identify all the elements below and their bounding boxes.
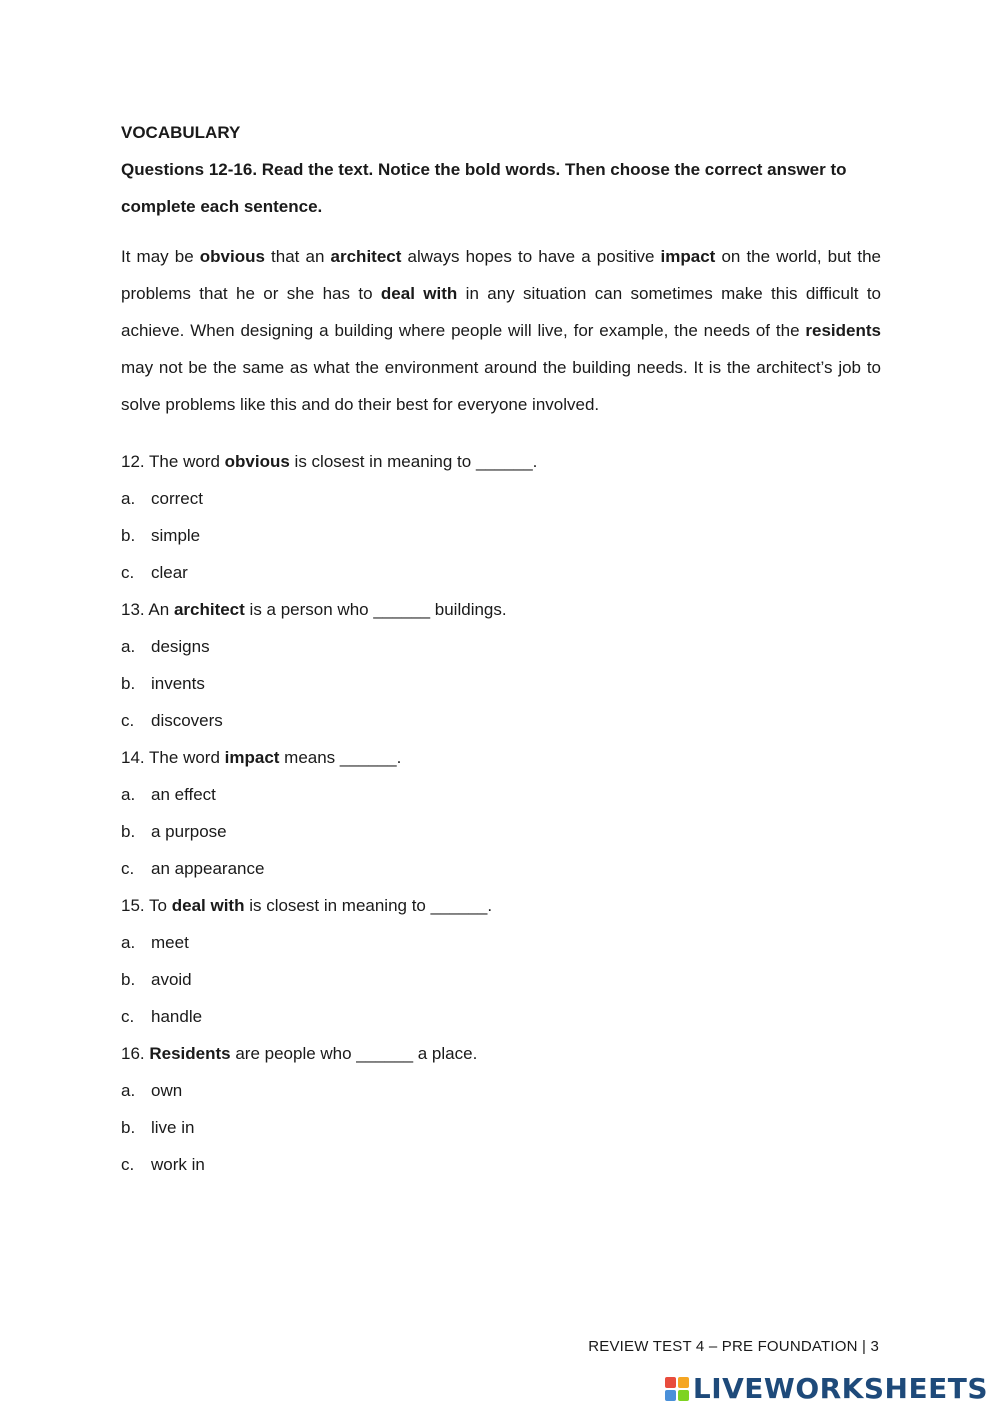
option-text: simple <box>151 526 201 545</box>
bold-term: obvious <box>224 452 290 471</box>
section-title: VOCABULARY <box>121 123 241 142</box>
option-letter: c. <box>121 563 135 582</box>
option-text: handle <box>151 1007 203 1026</box>
text-run: may not be the same as what the environment around the building needs. It is the architect’s job to solve problems like this and do their best for everyone involved. <box>121 358 881 414</box>
text-run: is closest in meaning to ______. <box>289 452 538 471</box>
instructions: Questions 12-16. Read the text. Notice the bold words. Then choose the correct answer to complete each sentence. <box>121 160 847 216</box>
answer-option[interactable] <box>121 850 881 887</box>
answer-option[interactable] <box>121 1109 881 1146</box>
question-stem <box>121 887 881 924</box>
brand-logo <box>665 1372 988 1405</box>
text-run: It may be <box>121 247 200 266</box>
option-text: clear <box>151 563 188 582</box>
answer-option[interactable] <box>121 813 881 850</box>
option-letter: c. <box>121 859 135 878</box>
option-letter: b. <box>121 674 136 693</box>
bold-term: deal with <box>171 896 245 915</box>
text-run: 13. An <box>121 600 174 619</box>
worksheet-page <box>121 118 881 1183</box>
question-stem <box>121 1035 881 1072</box>
liveworksheets-logo-icon <box>665 1377 689 1401</box>
option-text: correct <box>151 489 203 508</box>
answer-option[interactable] <box>121 776 881 813</box>
answer-option[interactable] <box>121 517 881 554</box>
answer-option[interactable] <box>121 702 881 739</box>
option-letter: a. <box>121 637 136 656</box>
text-run: in any situation can sometimes make this difficult to achieve. When designing a building where people will live, for example, the needs of the <box>121 284 882 340</box>
text-run: always hopes to have a positive <box>401 247 661 266</box>
text-run: 14. The word <box>121 748 225 767</box>
logo-square <box>678 1390 689 1401</box>
bold-term: architect <box>173 600 245 619</box>
option-letter: b. <box>121 526 136 545</box>
logo-square <box>678 1377 689 1388</box>
text-run: is a person who ______ buildings. <box>244 600 507 619</box>
question-stem <box>121 443 881 480</box>
option-letter: a. <box>121 785 136 804</box>
question-list <box>121 443 881 1183</box>
bold-term: impact <box>224 748 280 767</box>
text-run: is closest in meaning to ______. <box>244 896 493 915</box>
option-text: work in <box>151 1155 205 1174</box>
option-letter: b. <box>121 822 136 841</box>
answer-option[interactable] <box>121 1146 881 1183</box>
logo-square <box>665 1390 676 1401</box>
logo-square <box>665 1377 676 1388</box>
text-run: that an <box>264 247 331 266</box>
option-text: meet <box>151 933 189 952</box>
answer-option[interactable] <box>121 480 881 517</box>
answer-option[interactable] <box>121 665 881 702</box>
brand-name: LIVEWORKSHEETS <box>692 1372 988 1405</box>
answer-option[interactable] <box>121 998 881 1035</box>
text-run: 16. <box>121 1044 150 1063</box>
option-text: invents <box>151 674 205 693</box>
option-letter: a. <box>121 489 136 508</box>
text-run: 15. To <box>121 896 172 915</box>
option-text: an effect <box>151 785 216 804</box>
option-letter: b. <box>121 1118 136 1137</box>
option-text: a purpose <box>151 822 227 841</box>
answer-option[interactable] <box>121 924 881 961</box>
option-text: own <box>151 1081 183 1100</box>
answer-option[interactable] <box>121 1072 881 1109</box>
option-letter: a. <box>121 1081 136 1100</box>
option-letter: b. <box>121 970 136 989</box>
question-stem <box>121 591 881 628</box>
page-footer: REVIEW TEST 4 – PRE FOUNDATION | 3 <box>588 1338 879 1355</box>
bold-term: residents <box>805 321 881 340</box>
text-run: are people who ______ a place. <box>230 1044 478 1063</box>
question-stem <box>121 739 881 776</box>
bold-term: architect <box>330 247 402 266</box>
option-text: an appearance <box>151 859 265 878</box>
reading-passage <box>121 238 881 423</box>
option-text: live in <box>151 1118 195 1137</box>
option-text: discovers <box>151 711 223 730</box>
option-letter: c. <box>121 711 135 730</box>
bold-term: deal with <box>380 284 458 303</box>
answer-option[interactable] <box>121 554 881 591</box>
bold-term: impact <box>660 247 716 266</box>
answer-option[interactable] <box>121 961 881 998</box>
option-letter: a. <box>121 933 136 952</box>
answer-option[interactable] <box>121 628 881 665</box>
bold-term: Residents <box>149 1044 231 1063</box>
text-run: on the world, but the problems that he or she has to <box>121 247 882 303</box>
bold-term: obvious <box>199 247 265 266</box>
option-letter: c. <box>121 1007 135 1026</box>
text-run: means ______. <box>279 748 402 767</box>
option-text: designs <box>151 637 210 656</box>
text-run: 12. The word <box>121 452 225 471</box>
option-letter: c. <box>121 1155 135 1174</box>
option-text: avoid <box>151 970 192 989</box>
